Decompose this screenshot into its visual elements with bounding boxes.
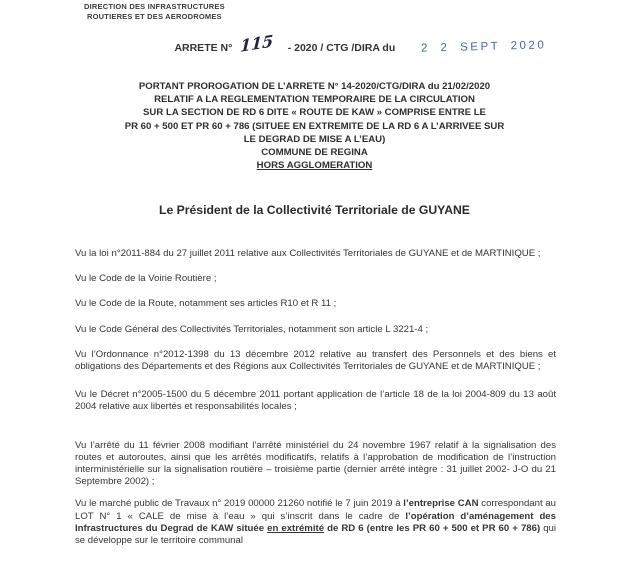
department-line2: ROUTIERES ET DES AERODROMES (87, 11, 222, 21)
recital-paragraph (75, 349, 556, 373)
recital-segment: Vu le Code Général des Collectivités Territoriales, notamment son article L 3221-4 ; (75, 323, 429, 335)
arrete-number-handwritten: 115 (240, 31, 275, 56)
arrete-suffix: - 2020 / CTG /DIRA du (287, 42, 396, 54)
salutation: Le Président de la Collectivité Territoriale de GUYANE (159, 203, 470, 217)
recital-segment: l’opération d’aménagement des Infrastructures du Degrad de KAW située (75, 510, 556, 534)
recital-paragraph (75, 248, 556, 260)
recital-paragraph (75, 440, 556, 489)
department-line1: DIRECTION DES INFRASTRUCTURES (84, 2, 225, 11)
recital-segment: l’entreprise CAN (403, 498, 479, 510)
arrete-prefix: ARRETE N° (174, 42, 233, 54)
recital-paragraph (75, 389, 556, 413)
recital-paragraph (75, 298, 556, 310)
title-line: LE DEGRAD DE MISE A L’EAU) (243, 133, 386, 145)
recital-segment: Vu le Décret n°2005-1500 du 5 décembre 2011 portant application de l’article 18 de la loi 2004-809 du 13 août 2004 relative aux libertés et responsabilités locales ; (75, 389, 556, 413)
recital-segment: Vu le marché public de Travaux n° 2019 00000 21260 notifié le 7 juin 2019 à (75, 498, 404, 510)
department-header (84, 2, 225, 21)
recital-segment: en extrémité (267, 522, 325, 534)
recital-segment: de RD 6 (entre les PR 60 + 500 et PR 60 + 786) (327, 522, 541, 534)
recital-paragraph (75, 273, 556, 285)
recital-segment: Vu la loi n°2011-884 du 27 juillet 2011 relative aux Collectivités Territoriales de GUYANE et de MARTINIQUE ; (75, 248, 541, 259)
recital-segment: Vu l’Ordonnance n°2012-1398 du 13 décembre 2012 relative au transfert des Personnels et des biens et obligations des Départements et des Régions aux Collectivités Territoriales de GUYANE et de MARTINIQUE ; (75, 348, 556, 373)
title-line: PORTANT PROROGATION DE L’ARRETE N° 14-2020/CTG/DIRA du 21/02/2020 (138, 81, 491, 92)
title-line: RELATIF A LA REGLEMENTATION TEMPORAIRE DE LA CIRCULATION (154, 94, 475, 106)
title-block (40, 80, 589, 172)
arrete-number-line (46, 31, 629, 56)
recital-segment: correspondant au LOT N° 1 « CALE de mise à l’eau » qui s’inscrit dans le cadre de (75, 498, 557, 522)
recital-paragraph (75, 498, 556, 547)
title-line: HORS AGGLOMERATION (256, 160, 373, 172)
recital-segment: Vu le Code de la Route, notamment ses articles R10 et R 11 ; (75, 298, 337, 310)
recital-segment: Vu l’arrêté du 11 février 2008 modifiant l’arrêté ministériel du 24 novembre 1967 relatif à la signalisation des routes et autoroutes, ainsi que les arrêtés modificatifs, relatifs à l’approbation de modification de l’instruction interministérielle sur la signalisation routière – troisième partie (dernier arrêté intègre : 31 juillet 2002- J-O du 21 Septembre 2002) ; (75, 439, 556, 488)
recital-segment: qui se développe sur le territoire communal (75, 522, 556, 547)
title-line: COMMUNE DE REGINA (261, 147, 368, 159)
title-line: SUR LA SECTION DE RD 6 DITE « ROUTE DE KAW » COMPRISE ENTRE LE (143, 107, 486, 119)
recital-paragraph (75, 324, 556, 336)
recitals (75, 248, 556, 547)
title-line: PR 60 + 500 ET PR 60 + 786 (SITUEE EN EXTREMITE DE LA RD 6 A L’ARRIVEE SUR (124, 120, 505, 132)
date-stamp: 2 2 SEPT 2020 (421, 39, 547, 55)
recital-segment: Vu le Code de la Voirie Routière ; (75, 273, 217, 285)
